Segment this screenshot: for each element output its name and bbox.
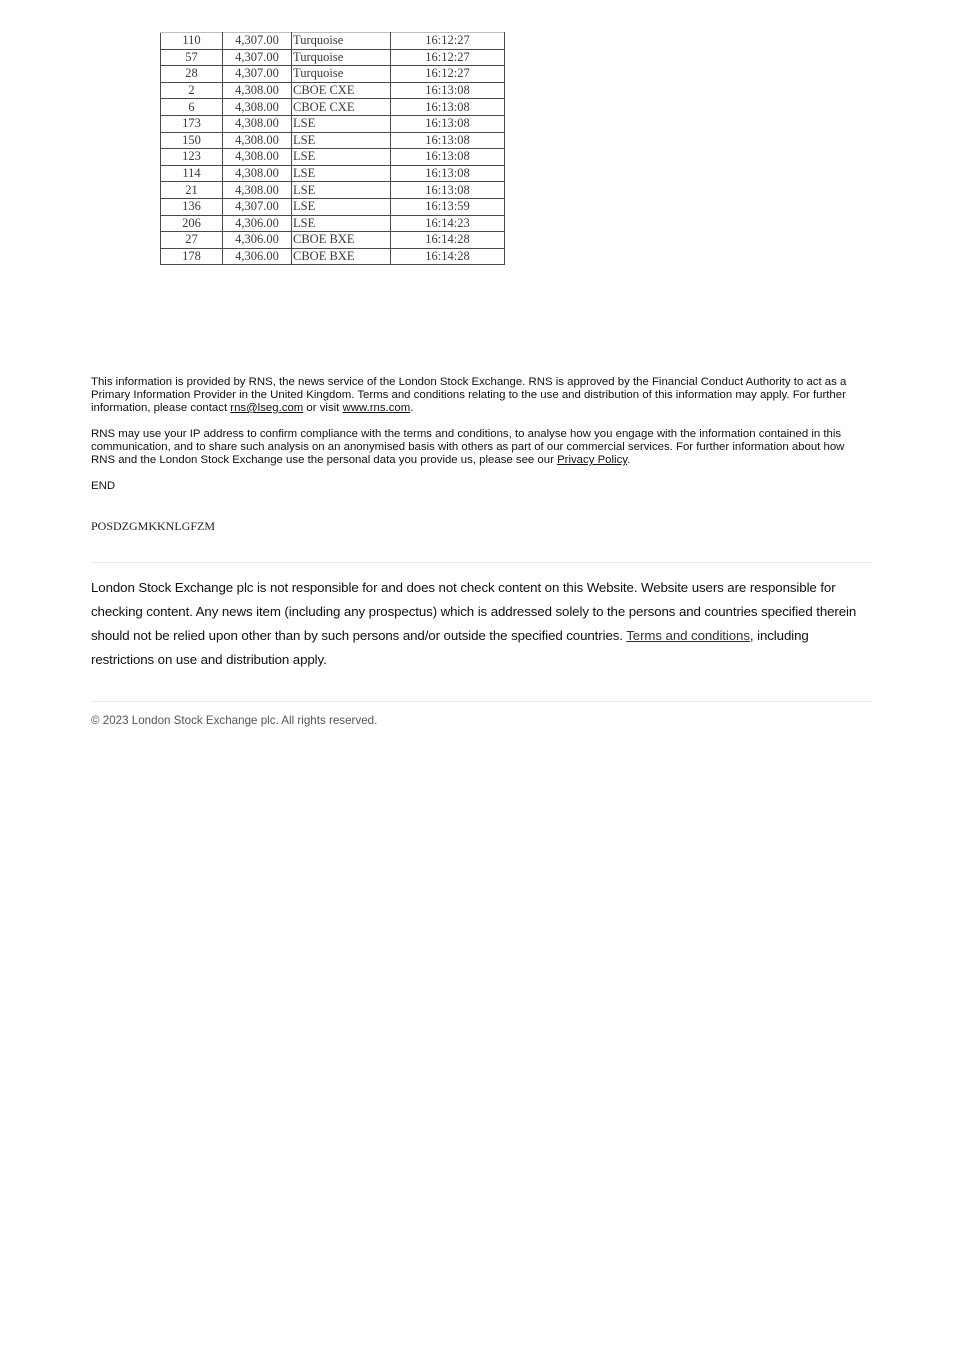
volume-cell: 178 — [161, 248, 223, 265]
volume-cell: 114 — [161, 165, 223, 182]
venue-cell: Turquoise — [292, 33, 391, 50]
table-row — [161, 182, 505, 199]
price-cell: 4,308.00 — [223, 182, 292, 199]
price-cell: 4,307.00 — [223, 33, 292, 50]
rns-info-text: This information is provided by RNS, the news service of the London Stock Exchange. RNS is approved by the Financial Conduct Authority to act as a Primary Information Provider in the United Kingdom. Terms and conditions relating to the use and distribution of this information may apply. For further information, please contact — [91, 376, 847, 414]
document-code: POSDZGMKKNLGFZM — [91, 519, 216, 533]
volume-cell: 123 — [161, 149, 223, 166]
price-cell: 4,307.00 — [223, 198, 292, 215]
rns-email-link[interactable]: rns@lseg.com — [230, 402, 304, 414]
time-cell: 16:13:08 — [391, 132, 505, 149]
price-cell: 4,307.00 — [223, 49, 292, 66]
volume-cell: 136 — [161, 198, 223, 215]
table-row — [161, 99, 505, 116]
table-row — [161, 115, 505, 132]
rns-privacy-period: . — [627, 454, 631, 466]
volume-cell: 6 — [161, 99, 223, 116]
table-row — [161, 49, 505, 66]
time-cell: 16:12:27 — [391, 49, 505, 66]
time-cell: 16:13:08 — [391, 165, 505, 182]
volume-cell: 21 — [161, 182, 223, 199]
table-row — [161, 82, 505, 99]
volume-cell: 27 — [161, 232, 223, 249]
volume-cell: 206 — [161, 215, 223, 232]
privacy-policy-link[interactable]: Privacy Policy — [557, 454, 628, 466]
time-cell: 16:12:27 — [391, 66, 505, 83]
price-cell: 4,308.00 — [223, 132, 292, 149]
volume-cell: 173 — [161, 115, 223, 132]
price-cell: 4,306.00 — [223, 232, 292, 249]
volume-cell: 28 — [161, 66, 223, 83]
venue-cell: LSE — [292, 149, 391, 166]
venue-cell: LSE — [292, 115, 391, 132]
volume-cell: 2 — [161, 82, 223, 99]
venue-cell: LSE — [292, 182, 391, 199]
venue-cell: CBOE CXE — [292, 82, 391, 99]
venue-cell: LSE — [292, 215, 391, 232]
venue-cell: Turquoise — [292, 49, 391, 66]
price-cell: 4,306.00 — [223, 248, 292, 265]
time-cell: 16:12:27 — [391, 33, 505, 50]
time-cell: 16:13:08 — [391, 82, 505, 99]
disclaimer-paragraph — [91, 576, 866, 672]
rns-info-paragraph — [91, 376, 861, 415]
terms-and-conditions-link[interactable]: Terms and conditions — [626, 628, 750, 643]
divider — [91, 562, 873, 563]
time-cell: 16:13:08 — [391, 115, 505, 132]
price-cell: 4,308.00 — [223, 99, 292, 116]
venue-cell: LSE — [292, 132, 391, 149]
price-cell: 4,307.00 — [223, 66, 292, 83]
table-row — [161, 198, 505, 215]
table-row — [161, 232, 505, 249]
time-cell: 16:14:28 — [391, 232, 505, 249]
venue-cell: CBOE BXE — [292, 232, 391, 249]
volume-cell: 150 — [161, 132, 223, 149]
table-row — [161, 33, 505, 50]
time-cell: 16:14:23 — [391, 215, 505, 232]
time-cell: 16:13:08 — [391, 99, 505, 116]
price-cell: 4,308.00 — [223, 82, 292, 99]
rns-privacy-text: RNS may use your IP address to confirm compliance with the terms and conditions, to analyse how you engage with the information contained in this communication, and to share such analysis on an anonymised basis with others as part of our commercial services. For further information about how RNS and the London Stock Exchange use the personal data you provide us, please see our — [91, 428, 845, 466]
table-row — [161, 165, 505, 182]
price-cell: 4,306.00 — [223, 215, 292, 232]
disclaimer-text: London Stock Exchange plc is not responsible for and does not check content on this Website. Website users are responsible for checking content. Any news item (including any prospectus) which is addressed solely to the persons and countries specified therein should not be relied upon other than by such persons and/or outside the specified countries. — [91, 580, 857, 643]
time-cell: 16:13:08 — [391, 149, 505, 166]
end-marker: END — [91, 480, 116, 492]
divider — [91, 701, 873, 702]
venue-cell: CBOE CXE — [292, 99, 391, 116]
copyright-text: © 2023 London Stock Exchange plc. All rights reserved. — [91, 714, 378, 727]
time-cell: 16:13:08 — [391, 182, 505, 199]
rns-privacy-paragraph — [91, 428, 861, 467]
volume-cell: 110 — [161, 33, 223, 50]
trade-table-body — [161, 33, 505, 265]
time-cell: 16:13:59 — [391, 198, 505, 215]
disclaimer-text-end: , including restrictions on use and distribution apply. — [91, 628, 809, 667]
venue-cell: LSE — [292, 198, 391, 215]
table-row — [161, 66, 505, 83]
price-cell: 4,308.00 — [223, 149, 292, 166]
price-cell: 4,308.00 — [223, 115, 292, 132]
table-row — [161, 149, 505, 166]
trade-table — [160, 32, 505, 265]
rns-website-link[interactable]: www.rns.com — [342, 402, 411, 414]
table-row — [161, 132, 505, 149]
time-cell: 16:14:28 — [391, 248, 505, 265]
volume-cell: 57 — [161, 49, 223, 66]
venue-cell: CBOE BXE — [292, 248, 391, 265]
table-row — [161, 248, 505, 265]
venue-cell: Turquoise — [292, 66, 391, 83]
venue-cell: LSE — [292, 165, 391, 182]
price-cell: 4,308.00 — [223, 165, 292, 182]
rns-or-visit-text: or visit — [303, 402, 343, 414]
rns-info-period: . — [410, 402, 414, 414]
table-row — [161, 215, 505, 232]
